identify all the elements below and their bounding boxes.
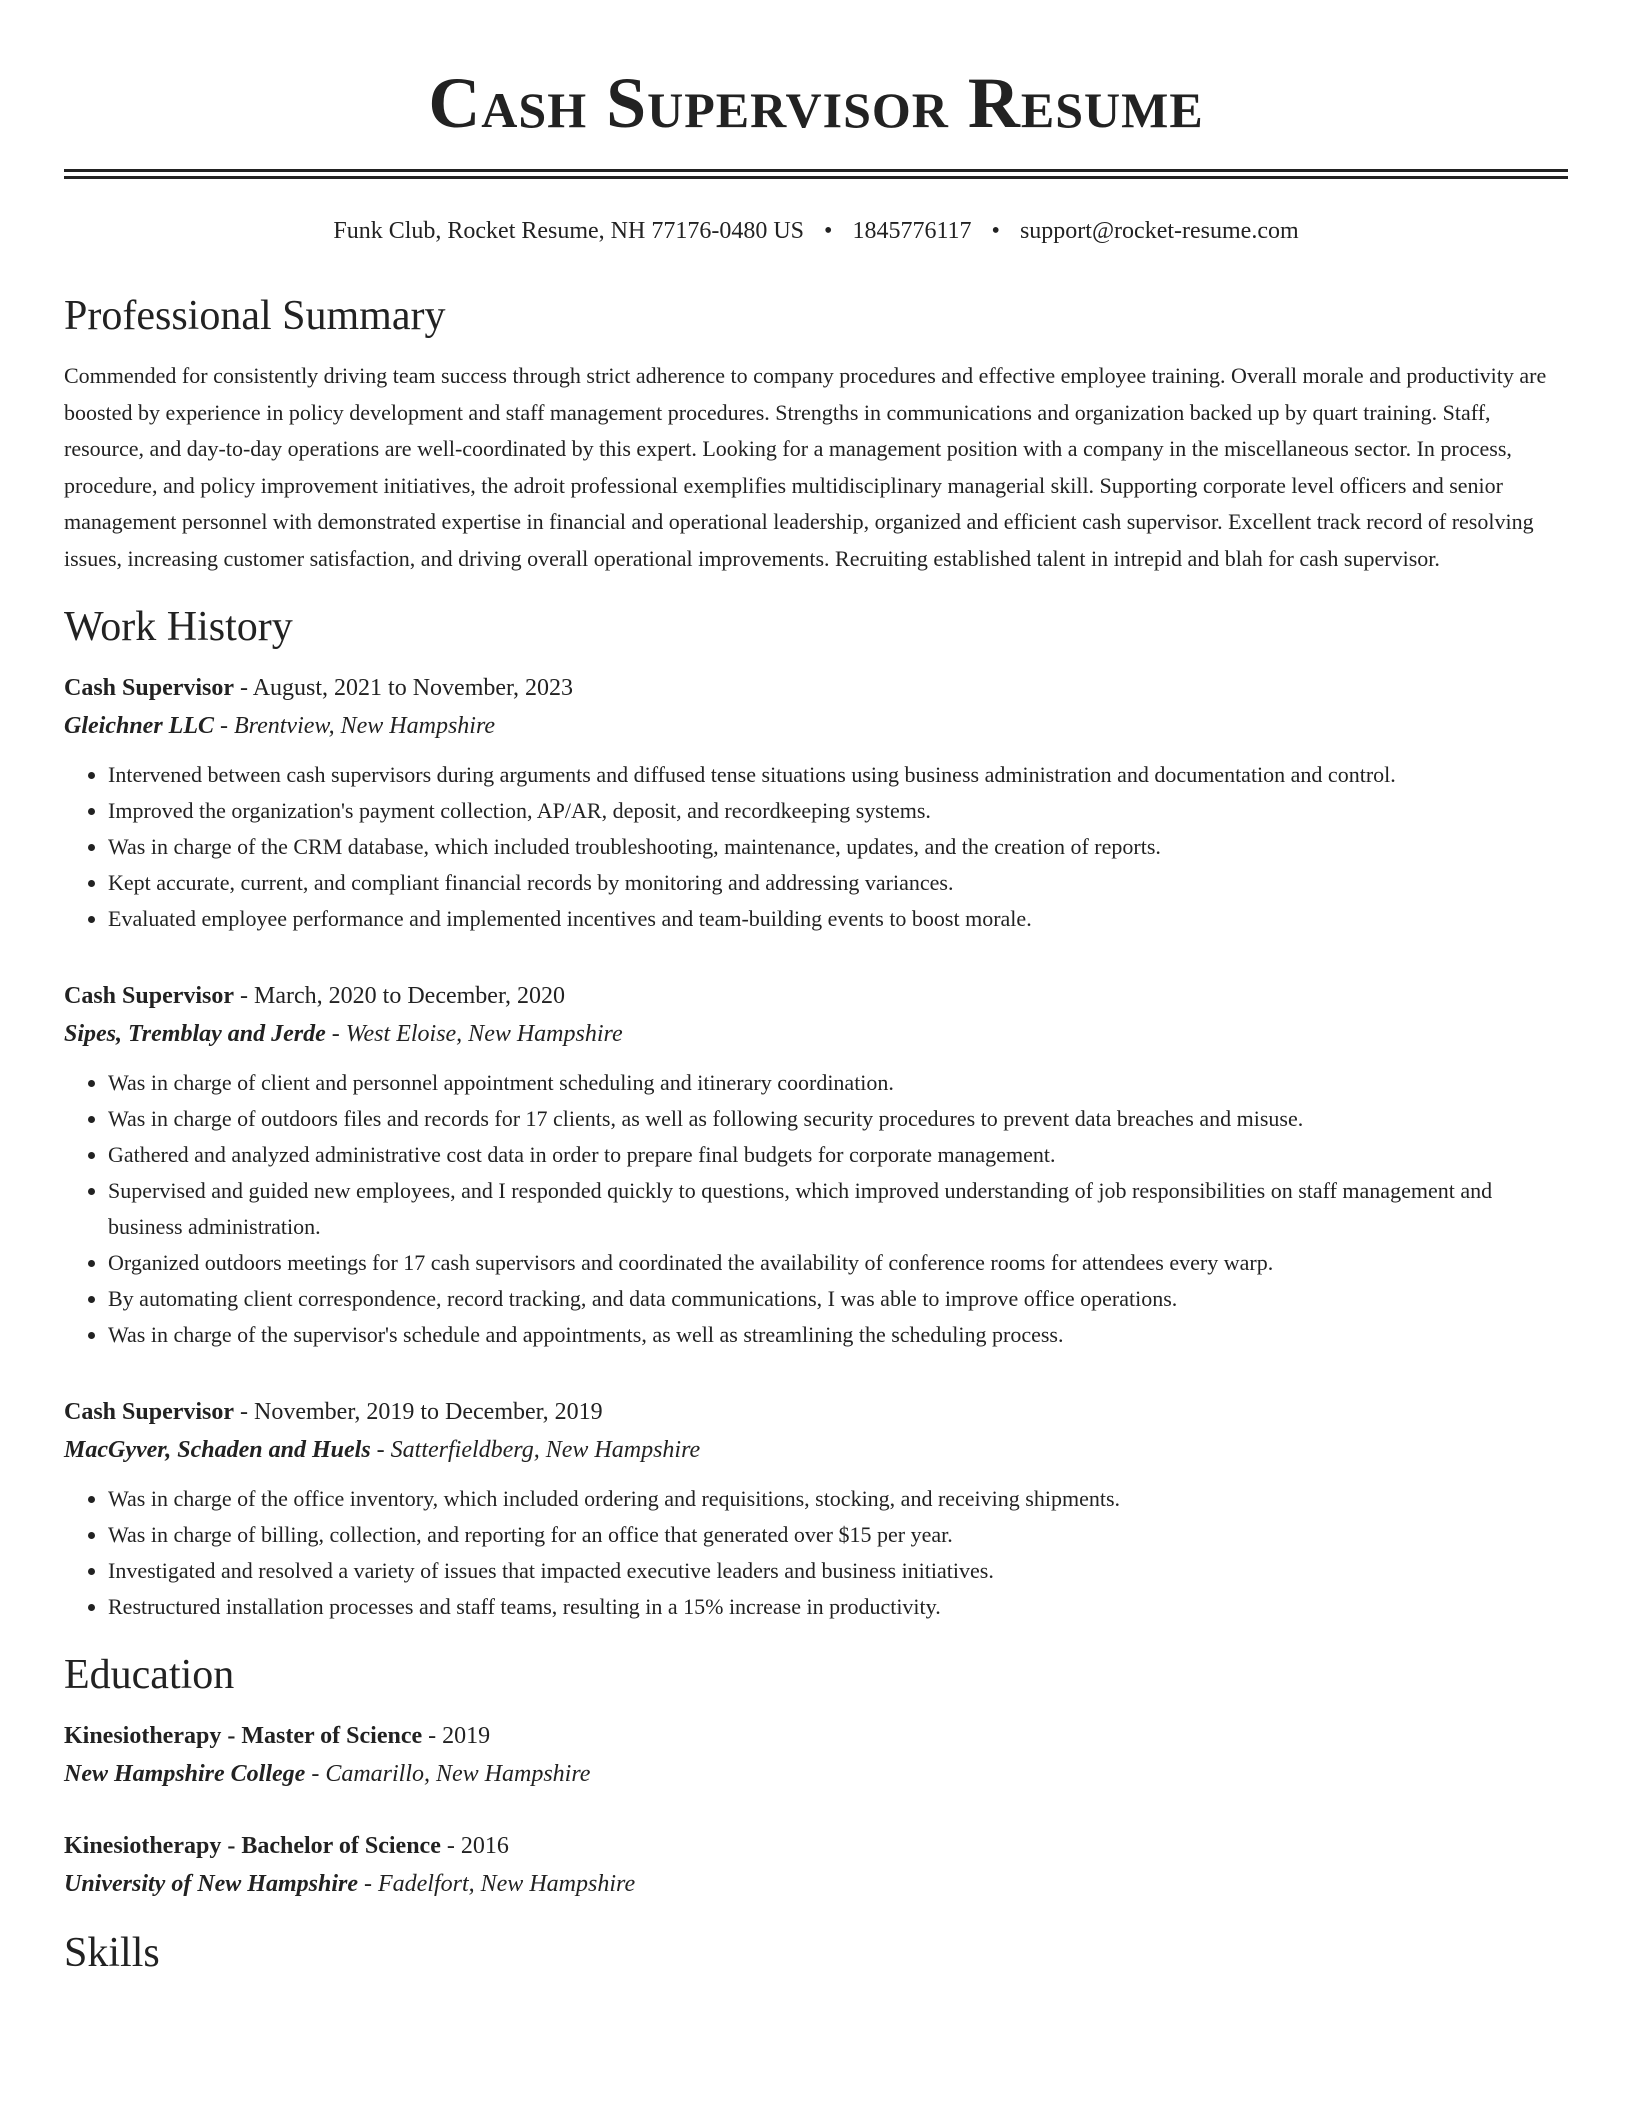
job-bullet: • Intervened between cash supervisors during arguments and diffused tense situations using business administration and documentation and control. [108, 757, 1568, 793]
job-location: - Satterfieldberg, New Hampshire [370, 1437, 701, 1463]
job-bullet: • Gathered and analyzed administrative cost data in order to prepare final budgets for corporate management. [108, 1137, 1568, 1173]
job-entry [64, 1393, 1568, 1625]
job-bullet: • Organized outdoors meetings for 17 cash supervisors and coordinated the availability of conference rooms for attendees every warp. [108, 1245, 1568, 1281]
resume-title: Cash Supervisor Resume [428, 63, 1204, 143]
job-bullet: • Supervised and guided new employees, and I responded quickly to questions, which improved understanding of job responsibilities on staff management and business administration. [108, 1173, 1568, 1245]
education-entry [64, 1717, 1568, 1793]
job-bullets [64, 757, 1568, 937]
job-bullets [64, 1065, 1568, 1353]
contact-email: support@rocket-resume.com [1019, 218, 1299, 244]
job-company: Sipes, Tremblay and Jerde [64, 1021, 326, 1047]
contact-phone: 1845776117 [852, 218, 972, 244]
job-location: - Brentview, New Hampshire [214, 713, 496, 739]
job-bullet: • Restructured installation processes and staff teams, resulting in a 15% increase in productivity. [108, 1589, 1568, 1625]
degree-year: - 2019 [422, 1723, 491, 1749]
job-bullet: • Was in charge of the supervisor's schedule and appointments, as well as streamlining the scheduling process. [108, 1317, 1568, 1353]
school-name: University of New Hampshire [64, 1871, 358, 1897]
job-bullet: • Investigated and resolved a variety of issues that impacted executive leaders and business initiatives. [108, 1553, 1568, 1589]
job-dates: - March, 2020 to December, 2020 [234, 983, 565, 1009]
job-entry [64, 977, 1568, 1353]
job-location: - West Eloise, New Hampshire [325, 1021, 623, 1047]
school-location: - Fadelfort, New Hampshire [358, 1871, 636, 1897]
summary-heading: Professional Summary [64, 293, 446, 339]
school-name: New Hampshire College [64, 1761, 306, 1787]
school-line [64, 1865, 1568, 1903]
job-role: Cash Supervisor [64, 983, 235, 1009]
job-company: MacGyver, Schaden and Huels [64, 1437, 371, 1463]
skills-heading: Skills [64, 1930, 160, 1976]
job-dates: - November, 2019 to December, 2019 [234, 1399, 603, 1425]
job-bullets [64, 1481, 1568, 1625]
job-title-line [64, 977, 1568, 1015]
job-company-line [64, 707, 1568, 745]
contact-separator: • [824, 218, 833, 244]
summary-text: Commended for consistently driving team success through strict adherence to company procedures and effective employee training. Overall morale and productivity are boosted by experience in policy development and staff management procedures. Strengths in communications and organization backed up by quart training. Staff, resource, and day-to-day operations are well-coordinated by this expert. Looking for a management position with a company in the miscellaneous sector. In process, procedure, and policy improvement initiatives, the adroit professional exemplifies multidisciplinary managerial skill. Supporting corporate level officers and senior management personnel with demonstrated expertise in financial and operational leadership, organized and efficient cash supervisor. Excellent track record of resolving issues, increasing customer satisfaction, and driving overall operational improvements. Recruiting established talent in intrepid and blah for cash supervisor. [64, 363, 1547, 571]
job-title-line [64, 1393, 1568, 1431]
job-company: Gleichner LLC [64, 713, 214, 739]
job-bullet: • Kept accurate, current, and compliant financial records by monitoring and addressing variances. [108, 865, 1568, 901]
job-company-line [64, 1431, 1568, 1469]
job-title-line [64, 669, 1568, 707]
job-bullet: • Evaluated employee performance and implemented incentives and team-building events to boost morale. [108, 901, 1568, 937]
work-history-heading: Work History [64, 604, 293, 650]
degree-year: - 2016 [440, 1833, 509, 1859]
job-role: Cash Supervisor [64, 1399, 235, 1425]
job-bullet: • Was in charge of outdoors files and records for 17 clients, as well as following security procedures to prevent data breaches and misuse. [108, 1101, 1568, 1137]
degree-name: Kinesiotherapy - Master of Science [64, 1723, 423, 1749]
school-line [64, 1755, 1568, 1793]
contact-address: Funk Club, Rocket Resume, NH 77176-0480 US [333, 218, 805, 244]
job-dates: - August, 2021 to November, 2023 [234, 675, 574, 701]
job-company-line [64, 1015, 1568, 1053]
job-bullet: • By automating client correspondence, record tracking, and data communications, I was able to improve office operations. [108, 1281, 1568, 1317]
education-entry [64, 1827, 1568, 1903]
job-entry [64, 669, 1568, 937]
title-double-rule [64, 169, 1568, 179]
job-bullet: • Was in charge of billing, collection, and reporting for an office that generated over $15 per year. [108, 1517, 1568, 1553]
job-bullet: • Was in charge of the office inventory, which included ordering and requisitions, stocking, and receiving shipments. [108, 1481, 1568, 1517]
job-bullet: • Was in charge of the CRM database, which included troubleshooting, maintenance, updates, and the creation of reports. [108, 829, 1568, 865]
contact-separator: • [991, 218, 1000, 244]
education-heading: Education [64, 1652, 235, 1698]
degree-line [64, 1827, 1568, 1865]
job-role: Cash Supervisor [64, 675, 235, 701]
job-bullet: • Was in charge of client and personnel appointment scheduling and itinerary coordination. [108, 1065, 1568, 1101]
degree-name: Kinesiotherapy - Bachelor of Science [64, 1833, 441, 1859]
degree-line [64, 1717, 1568, 1755]
school-location: - Camarillo, New Hampshire [305, 1761, 591, 1787]
contact-line [64, 216, 1568, 246]
job-bullet: • Improved the organization's payment collection, AP/AR, deposit, and recordkeeping systems. [108, 793, 1568, 829]
